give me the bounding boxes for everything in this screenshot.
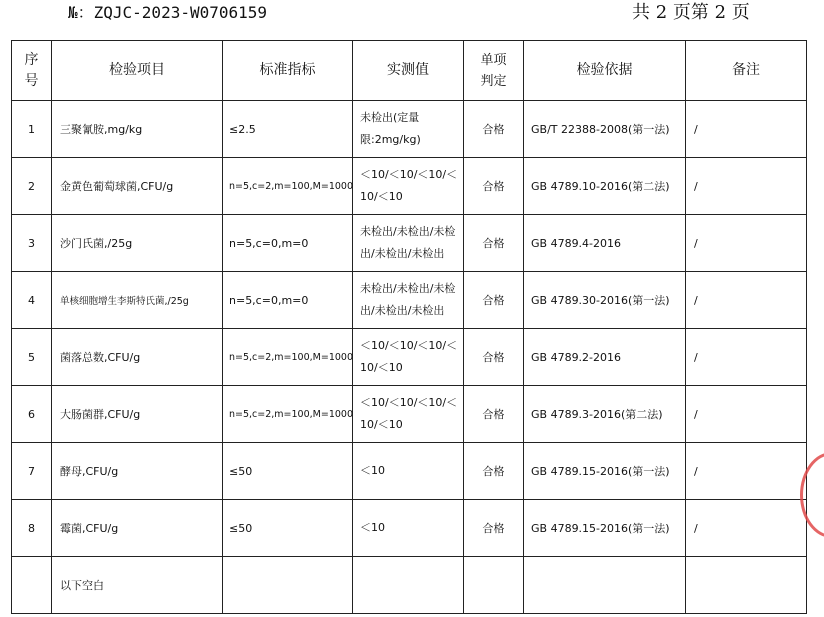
header-note: 备注 [686, 41, 807, 101]
header-item: 检验项目 [52, 41, 223, 101]
cell-item: 单核细胞增生李斯特氏菌,/25g [52, 272, 223, 329]
cell-item: 金黄色葡萄球菌,CFU/g [52, 158, 223, 215]
cell-judgement: 合格 [464, 329, 524, 386]
cell-measured: ＜10 [353, 500, 464, 557]
cell-item: 霉菌,CFU/g [52, 500, 223, 557]
cell-basis: GB/T 22388-2008(第一法) [524, 101, 686, 158]
cell-standard: n=5,c=2,m=100,M=1000 [223, 329, 353, 386]
table-row [12, 101, 807, 158]
cell-standard: n=5,c=2,m=100,M=1000 [223, 386, 353, 443]
cell-no: 2 [12, 158, 52, 215]
cell-standard: ≤50 [223, 443, 353, 500]
cell-judgement [464, 557, 524, 614]
cell-no: 6 [12, 386, 52, 443]
cell-basis: GB 4789.30-2016(第一法) [524, 272, 686, 329]
cell-note: / [686, 272, 807, 329]
report-number: №：ZQJC-2023-W0706159 [68, 3, 268, 22]
cell-judgement: 合格 [464, 500, 524, 557]
cell-no: 1 [12, 101, 52, 158]
cell-note [686, 557, 807, 614]
table-row [12, 329, 807, 386]
cell-item: 菌落总数,CFU/g [52, 329, 223, 386]
table-header-row [12, 41, 807, 101]
cell-judgement: 合格 [464, 158, 524, 215]
table-row [12, 443, 807, 500]
cell-note: / [686, 101, 807, 158]
inspection-results-table [11, 40, 807, 614]
cell-no: 7 [12, 443, 52, 500]
header-no: 序号 [12, 41, 52, 101]
cell-judgement: 合格 [464, 101, 524, 158]
cell-measured: ＜10/＜10/＜10/＜10/＜10 [353, 158, 464, 215]
cell-standard [223, 557, 353, 614]
header-standard: 标准指标 [223, 41, 353, 101]
table-row [12, 386, 807, 443]
cell-judgement: 合格 [464, 386, 524, 443]
cell-basis [524, 557, 686, 614]
cell-no: 4 [12, 272, 52, 329]
cell-no [12, 557, 52, 614]
cell-standard: n=5,c=0,m=0 [223, 272, 353, 329]
cell-basis: GB 4789.15-2016(第一法) [524, 500, 686, 557]
header-judgement: 单项判定 [464, 41, 524, 101]
cell-measured: ＜10/＜10/＜10/＜10/＜10 [353, 386, 464, 443]
cell-note: / [686, 158, 807, 215]
cell-basis: GB 4789.10-2016(第二法) [524, 158, 686, 215]
cell-no: 3 [12, 215, 52, 272]
header-measured: 实测值 [353, 41, 464, 101]
cell-no: 5 [12, 329, 52, 386]
cell-measured: ＜10/＜10/＜10/＜10/＜10 [353, 329, 464, 386]
cell-standard: ≤50 [223, 500, 353, 557]
header-basis: 检验依据 [524, 41, 686, 101]
cell-note: / [686, 215, 807, 272]
cell-basis: GB 4789.4-2016 [524, 215, 686, 272]
table-row [12, 158, 807, 215]
page-indicator: 共 2 页第 2 页 [632, 2, 750, 23]
cell-item: 以下空白 [52, 557, 223, 614]
cell-measured: 未检出(定量限:2mg/kg) [353, 101, 464, 158]
cell-judgement: 合格 [464, 443, 524, 500]
cell-no: 8 [12, 500, 52, 557]
table-row [12, 215, 807, 272]
table-row [12, 272, 807, 329]
cell-basis: GB 4789.2-2016 [524, 329, 686, 386]
cell-standard: ≤2.5 [223, 101, 353, 158]
cell-standard: n=5,c=2,m=100,M=1000 [223, 158, 353, 215]
cell-note: / [686, 386, 807, 443]
cell-note: / [686, 329, 807, 386]
cell-note: / [686, 443, 807, 500]
cell-measured: 未检出/未检出/未检出/未检出/未检出 [353, 272, 464, 329]
cell-item: 沙门氏菌,/25g [52, 215, 223, 272]
cell-item: 三聚氰胺,mg/kg [52, 101, 223, 158]
cell-item: 大肠菌群,CFU/g [52, 386, 223, 443]
cell-measured: ＜10 [353, 443, 464, 500]
cell-judgement: 合格 [464, 215, 524, 272]
cell-judgement: 合格 [464, 272, 524, 329]
cell-item: 酵母,CFU/g [52, 443, 223, 500]
cell-basis: GB 4789.15-2016(第一法) [524, 443, 686, 500]
cell-measured [353, 557, 464, 614]
cell-measured: 未检出/未检出/未检出/未检出/未检出 [353, 215, 464, 272]
cell-standard: n=5,c=0,m=0 [223, 215, 353, 272]
cell-basis: GB 4789.3-2016(第二法) [524, 386, 686, 443]
cell-note: / [686, 500, 807, 557]
table-row [12, 500, 807, 557]
table-row [12, 557, 807, 614]
